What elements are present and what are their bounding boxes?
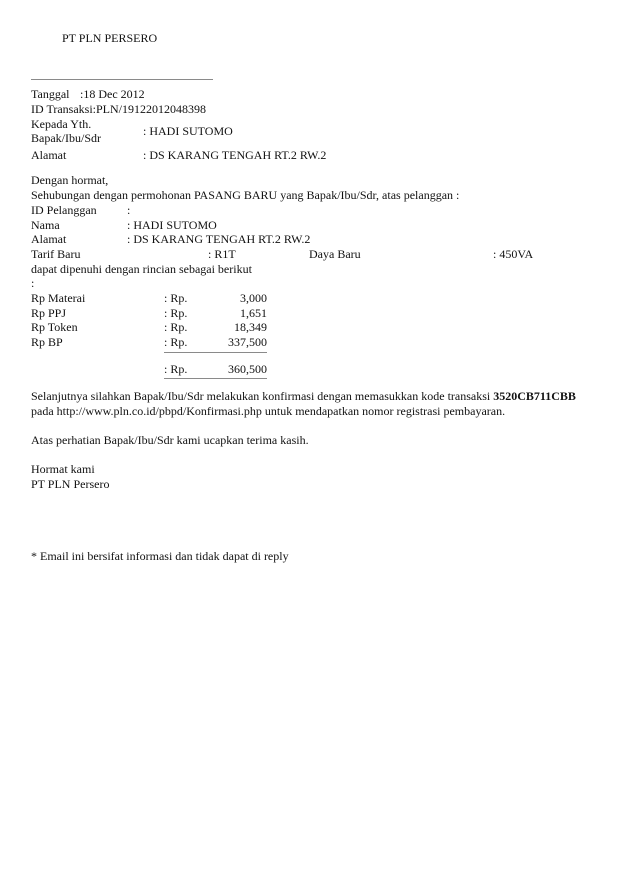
header-divider — [31, 79, 213, 80]
customer-alamat-value: : DS KARANG TENGAH RT.2 RW.2 — [127, 232, 311, 246]
intro-text: Sehubungan dengan permohonan PASANG BARU yang Bapak/Ibu/Sdr, atas pelanggan : — [31, 188, 460, 202]
cost-amount-token: 18,349 — [234, 320, 267, 334]
total-divider — [164, 352, 267, 353]
cost-label-ppj: Rp PPJ — [31, 306, 67, 320]
confirm-text: Selanjutnya silahkan Bapak/Ibu/Sdr melakukan konfirmasi dengan memasukkan kode transaksi — [31, 389, 494, 403]
bapak-value: : HADI SUTOMO — [143, 124, 233, 138]
tarif-label: Tarif Baru — [31, 247, 81, 261]
cost-amount-ppj: 1,651 — [240, 306, 267, 320]
customer-alamat-label: Alamat — [31, 232, 67, 246]
bapak-label: Bapak/Ibu/Sdr — [31, 131, 101, 145]
cost-currency-materai: : Rp. — [164, 291, 188, 305]
total-amount: 360,500 — [228, 362, 267, 376]
tarif-value: : R1T — [208, 247, 236, 261]
cost-label-token: Rp Token — [31, 320, 78, 334]
nama-value: : HADI SUTOMO — [127, 218, 217, 232]
cost-currency-bp: : Rp. — [164, 335, 188, 349]
nama-label: Nama — [31, 218, 60, 232]
total-underline — [164, 378, 267, 379]
confirm-line — [31, 390, 576, 402]
rincian-line: dapat dipenuhi dengan rincian sebagai berikut — [31, 262, 252, 276]
footer-note: * Email ini bersifat informasi dan tidak dapat di reply — [31, 549, 289, 563]
transaksi-line: ID Transaksi:PLN/19122012048398 — [31, 102, 207, 116]
cost-currency-ppj: : Rp. — [164, 306, 188, 320]
cost-label-bp: Rp BP — [31, 335, 63, 349]
tanggal-value: :18 Dec 2012 — [80, 87, 145, 101]
alamat-label: Alamat — [31, 148, 67, 162]
greeting: Dengan hormat, — [31, 173, 109, 187]
cost-amount-materai: 3,000 — [240, 291, 267, 305]
signature-text: PT PLN Persero — [31, 477, 110, 491]
daya-label: Daya Baru — [309, 247, 361, 261]
cost-label-materai: Rp Materai — [31, 291, 86, 305]
cost-currency-token: : Rp. — [164, 320, 188, 334]
id-pelanggan-label: ID Pelanggan — [31, 203, 97, 217]
confirm-line-2: pada http://www.pln.co.id/pbpd/Konfirmasi.php untuk mendapatkan nomor registrasi pembayaran. — [31, 404, 506, 418]
regards-text: Hormat kami — [31, 462, 95, 476]
thanks-text: Atas perhatian Bapak/Ibu/Sdr kami ucapkan terima kasih. — [31, 433, 309, 447]
daya-value: : 450VA — [493, 247, 534, 261]
tanggal-label: Tanggal — [31, 87, 70, 101]
alamat-value: : DS KARANG TENGAH RT.2 RW.2 — [143, 148, 327, 162]
company-header: PT PLN PERSERO — [62, 31, 158, 45]
total-currency: : Rp. — [164, 362, 188, 376]
colon-line: : — [31, 276, 35, 290]
id-pelanggan-value: : — [127, 203, 131, 217]
cost-amount-bp: 337,500 — [228, 335, 267, 349]
confirm-code: 3520CB711CBB — [493, 389, 576, 403]
kepada-line: Kepada Yth. — [31, 117, 92, 131]
